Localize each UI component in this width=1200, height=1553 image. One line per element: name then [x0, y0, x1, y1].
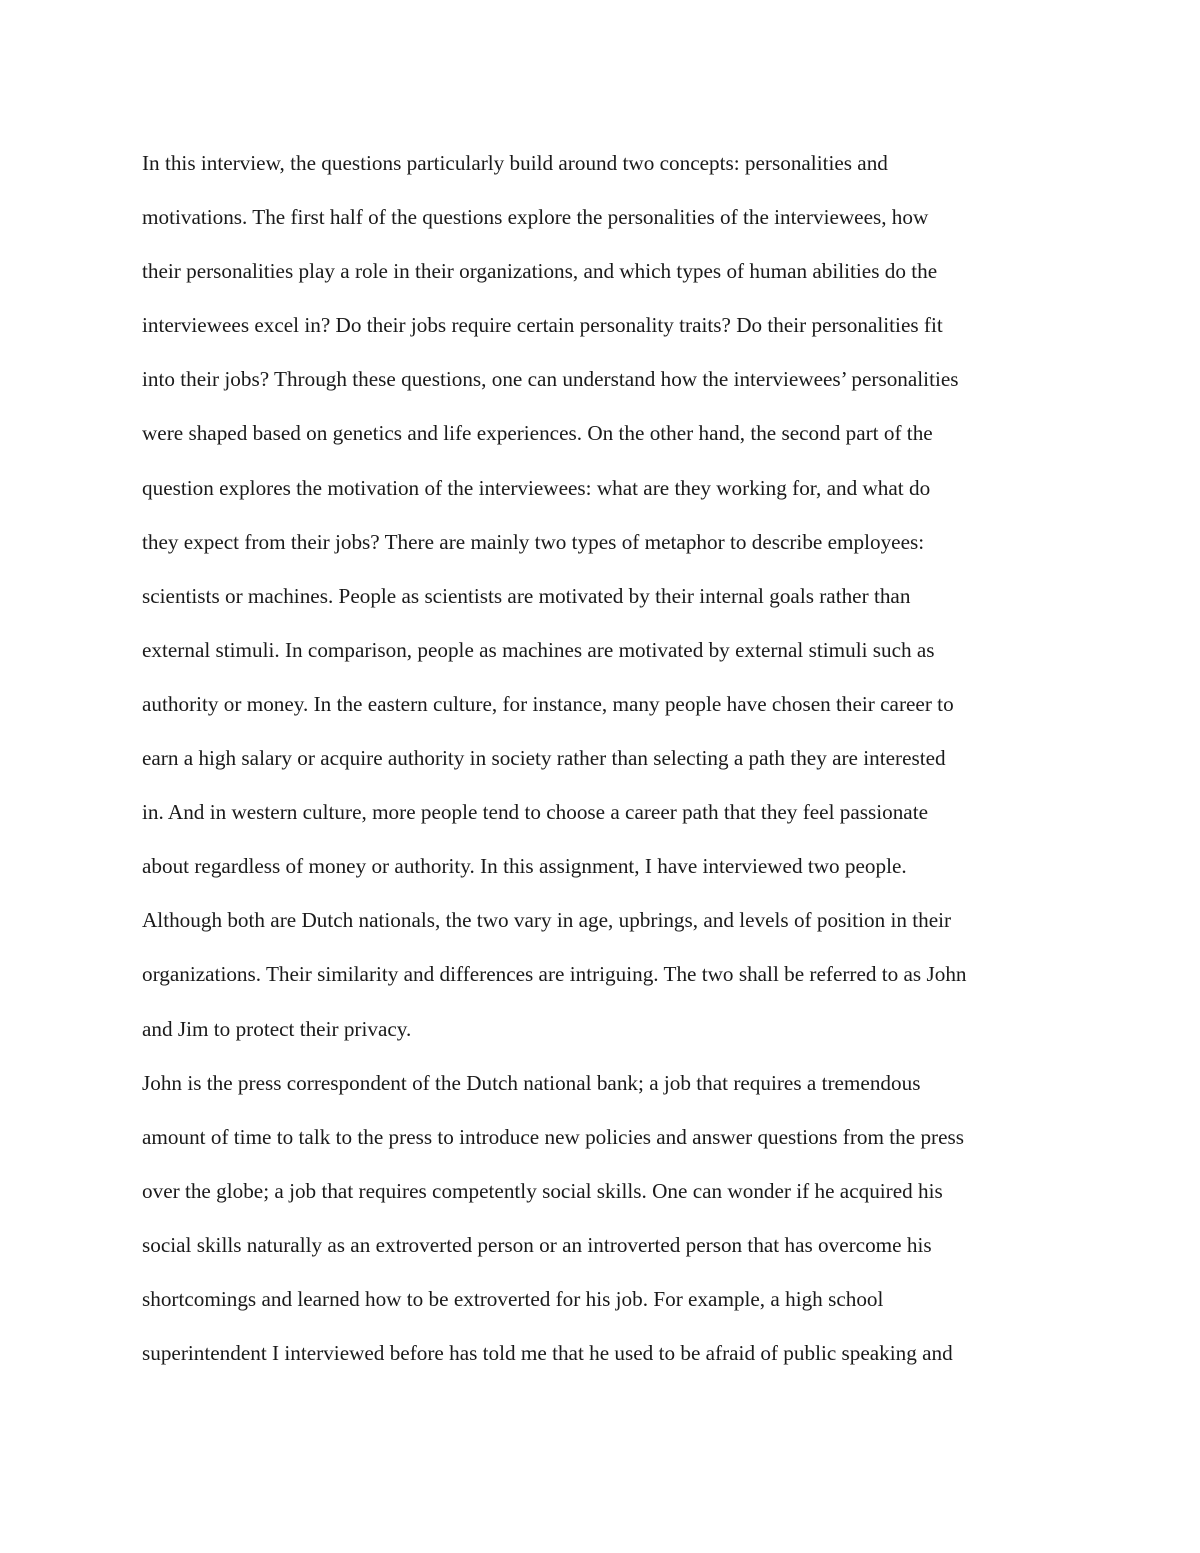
text-line: John is the press correspondent of the Dutch national bank; a job that requires a tremendous	[142, 1070, 921, 1095]
text-line: social skills naturally as an extroverted person or an introverted person that has overcome his	[142, 1232, 932, 1257]
text-line: In this interview, the questions particularly build around two concepts: personalities and	[142, 151, 888, 175]
text-line: authority or money. In the eastern culture, for instance, many people have chosen their career to	[142, 691, 954, 716]
text-line: they expect from their jobs? There are mainly two types of metaphor to describe employees:	[142, 529, 925, 554]
text-line: earn a high salary or acquire authority in society rather than selecting a path they are interested	[142, 746, 946, 771]
text-line: scientists or machines. People as scientists are motivated by their internal goals rather than	[142, 583, 911, 608]
text-line: about regardless of money or authority. In this assignment, I have interviewed two people.	[142, 854, 907, 879]
text-line: question explores the motivation of the interviewees: what are they working for, and what do	[142, 475, 931, 500]
text-line: amount of time to talk to the press to introduce new policies and answer questions from the press	[142, 1124, 965, 1149]
text-line: over the globe; a job that requires competently social skills. One can wonder if he acquired his	[142, 1178, 943, 1203]
text-line: shortcomings and learned how to be extroverted for his job. For example, a high school	[142, 1286, 884, 1311]
text-line: in. And in western culture, more people tend to choose a career path that they feel passionate	[142, 800, 929, 825]
text-line: into their jobs? Through these questions, one can understand how the interviewees’ personalities	[142, 367, 959, 392]
text-line: Although both are Dutch nationals, the two vary in age, upbrings, and levels of position in their	[142, 908, 952, 933]
text-line: were shaped based on genetics and life experiences. On the other hand, the second part of the	[142, 421, 933, 446]
text-line: external stimuli. In comparison, people as machines are motivated by external stimuli such as	[142, 637, 935, 662]
text-line: superintendent I interviewed before has told me that he used to be afraid of public speaking and	[142, 1341, 953, 1366]
text-line: organizations. Their similarity and differences are intriguing. The two shall be referred to as John	[142, 962, 967, 987]
text-line: motivations. The first half of the questions explore the personalities of the interviewees, how	[142, 205, 929, 230]
text-line: and Jim to protect their privacy.	[142, 1016, 412, 1041]
text-line: their personalities play a role in their organizations, and which types of human abilities do the	[142, 259, 938, 284]
text-line: interviewees excel in? Do their jobs require certain personality traits? Do their personalities fit	[142, 313, 943, 338]
body-text	[142, 136, 1072, 1380]
